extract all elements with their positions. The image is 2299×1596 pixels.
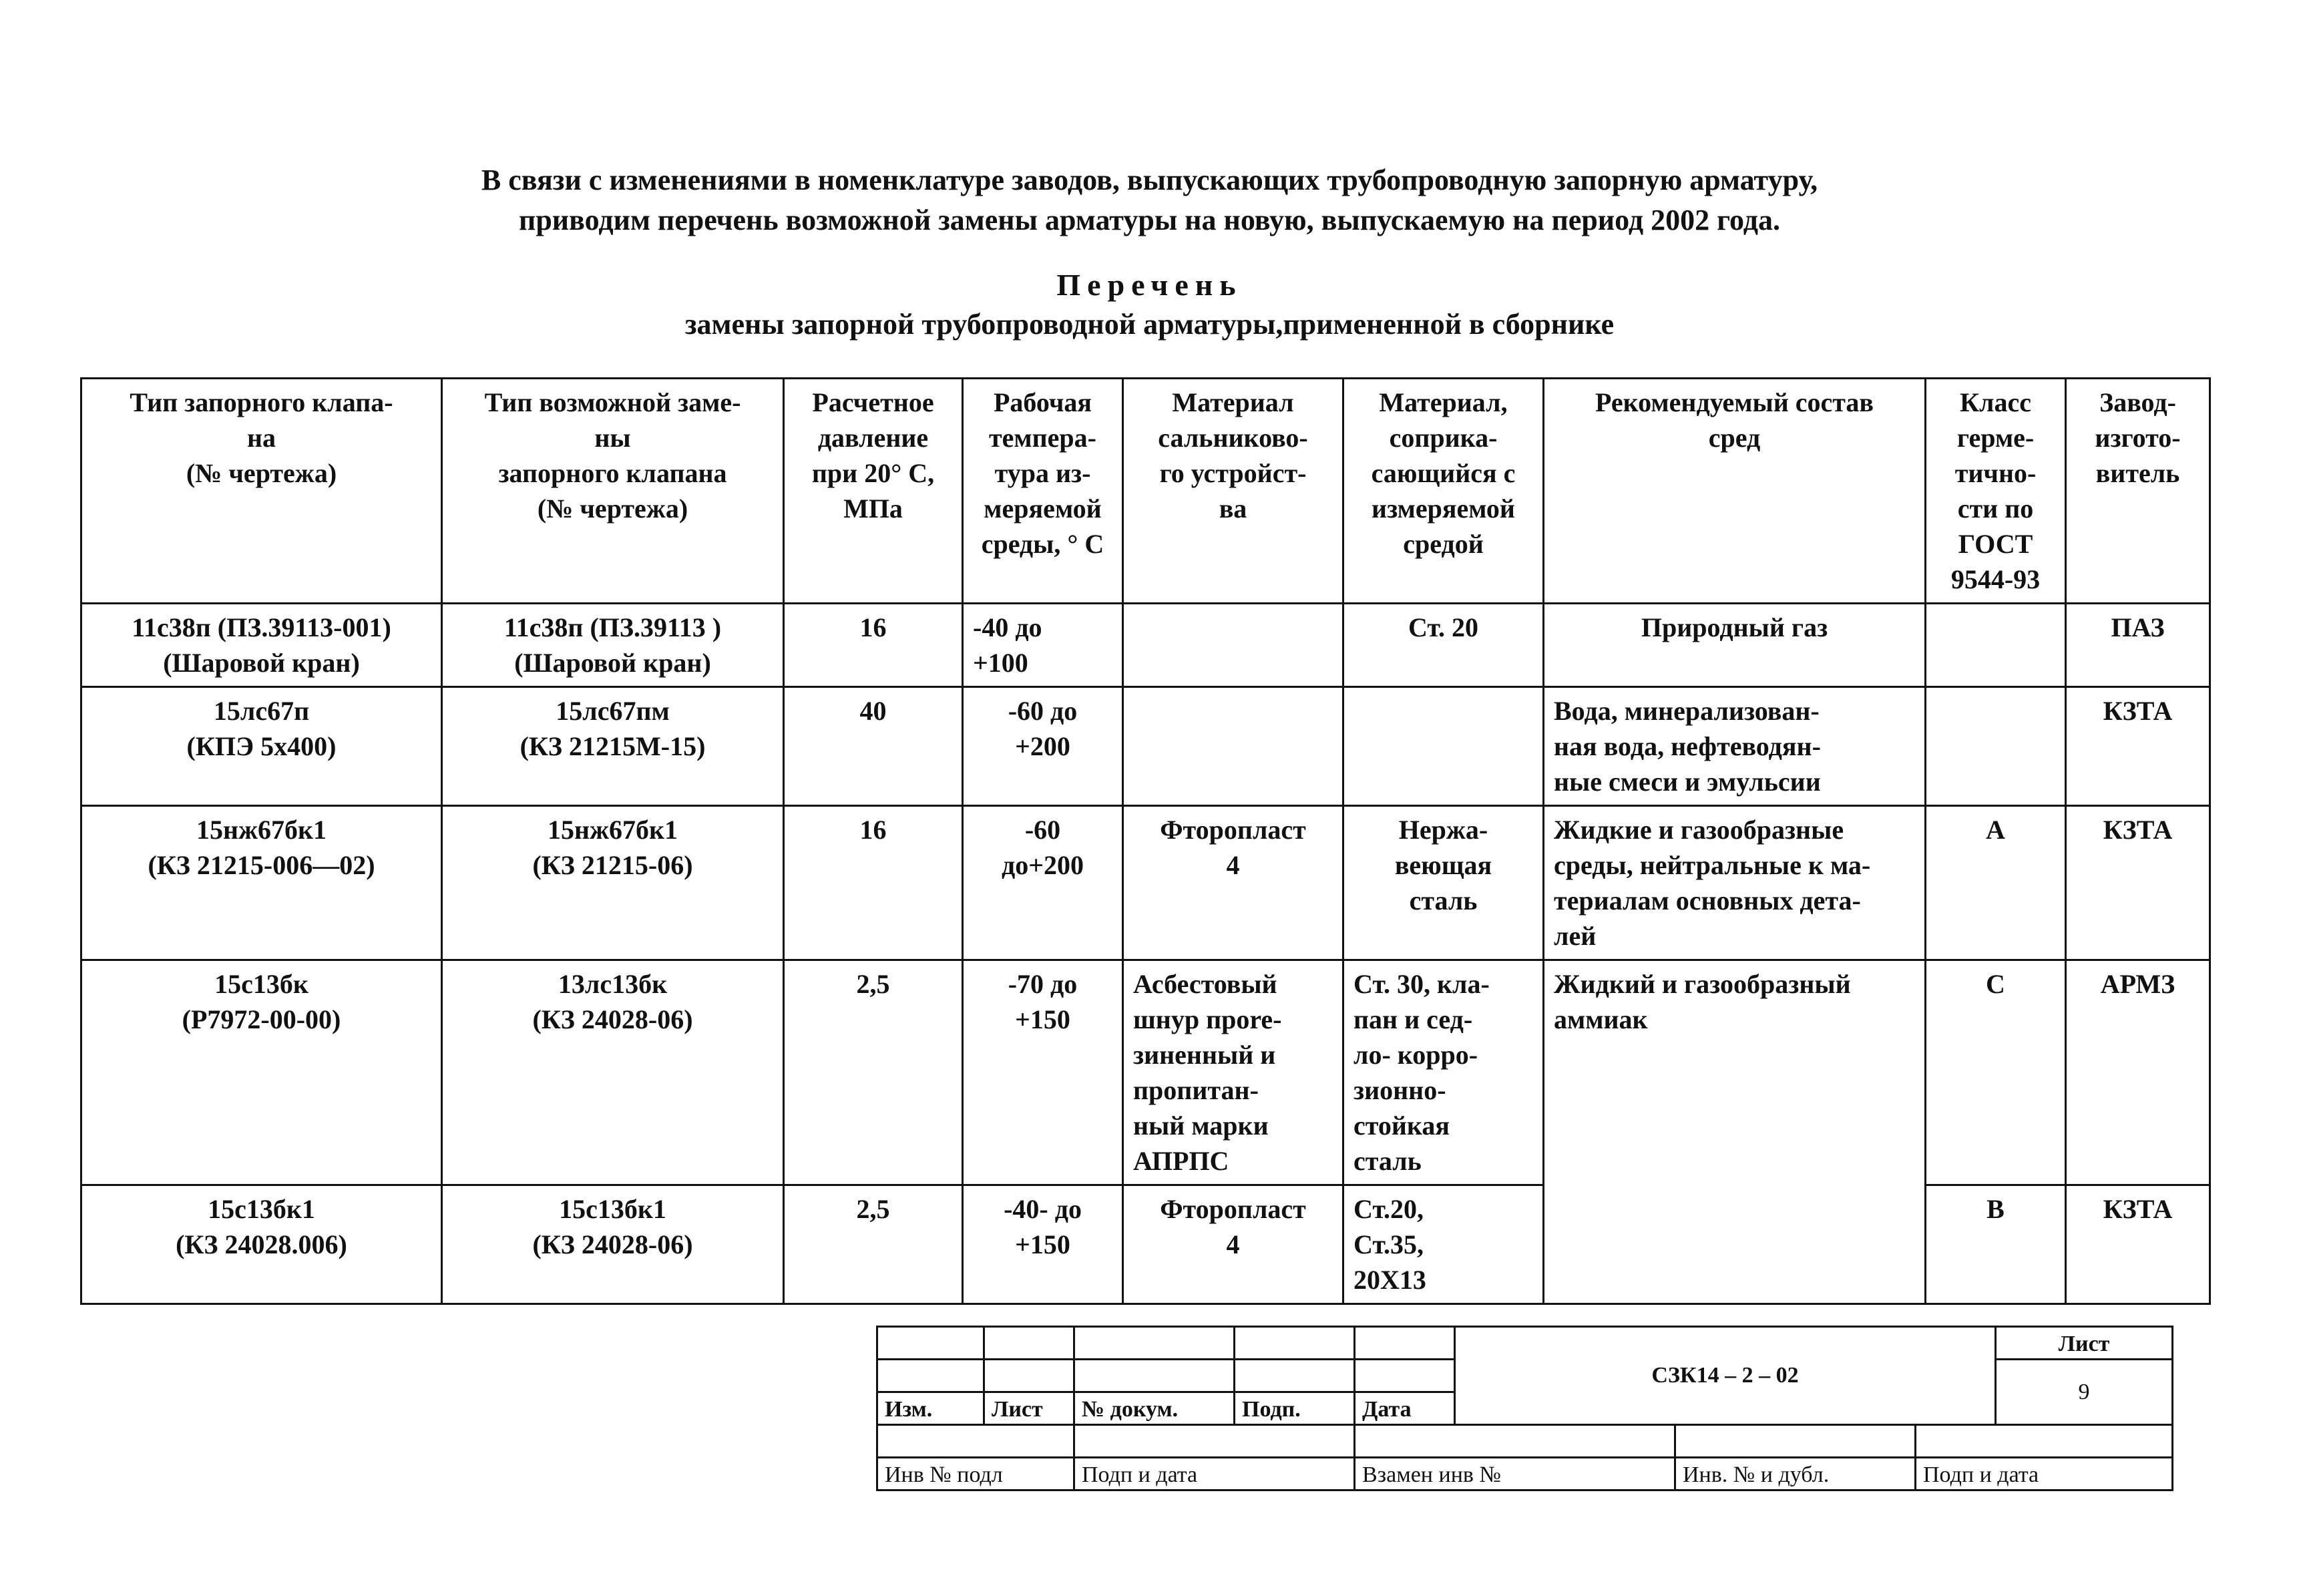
document-subtitle: замены запорной трубопроводной арматуры,примененной в сборнике: [684, 308, 1615, 341]
contact-material: Ст.20, Ст.35, 20Х13: [1343, 1185, 1544, 1304]
header-cell: Материал сальниково- го устройст- ва: [1123, 379, 1343, 604]
manufacturer: КЗТА: [2066, 806, 2210, 960]
pressure: 16: [784, 604, 963, 687]
temperature: -40- до +150: [963, 1185, 1123, 1304]
title-block: [876, 1326, 2173, 1491]
tightness-class: А: [1926, 806, 2066, 960]
replacement-table: [80, 377, 2211, 1305]
podp-data-2-label: Подп и дата: [1916, 1458, 2173, 1490]
document-title: Перечень: [1056, 268, 1243, 302]
tightness-class: [1926, 604, 2066, 687]
tightness-class: [1926, 687, 2066, 806]
table-row: [81, 604, 2210, 687]
header-cell: Материал, соприка- сающийся с измеряемой средой: [1343, 379, 1544, 604]
table-row: [81, 806, 2210, 960]
pressure: 16: [784, 806, 963, 960]
temperature: -60 до+200: [963, 806, 1123, 960]
document-code: СЗК14 – 2 – 02: [1455, 1327, 1996, 1425]
pressure: 2,5: [784, 960, 963, 1185]
data-label: Дата: [1355, 1392, 1455, 1425]
podp-label: Подп.: [1235, 1392, 1355, 1425]
vzamen-label: Взамен инв №: [1355, 1458, 1675, 1490]
sheet-label: Лист: [1996, 1327, 2173, 1360]
sheet-number: 9: [1996, 1360, 2173, 1425]
temperature: -40 до +100: [963, 604, 1123, 687]
seal-material: Фторопласт 4: [1123, 806, 1343, 960]
table-row: [81, 960, 2210, 1185]
tightness-class: В: [1926, 1185, 2066, 1304]
media: Жидкие и газообразные среды, нейтральные к ма- териалам основных дета- лей: [1544, 806, 1926, 960]
list-label: Лист: [984, 1392, 1074, 1425]
intro-line-1: В связи с изменениями в номенклатуре заводов, выпускающих трубопроводную запорную арматуру,: [481, 164, 1818, 196]
izm-label: Изм.: [877, 1392, 984, 1425]
pressure: 40: [784, 687, 963, 806]
header-cell: Тип запорного клапа- на (№ чертежа): [81, 379, 442, 604]
contact-material: Нержа- веющая сталь: [1343, 806, 1544, 960]
media: Вода, минерализован- ная вода, нефтеводян- ные смеси и эмульсии: [1544, 687, 1926, 806]
inv-dubl-label: Инв. № и дубл.: [1675, 1458, 1916, 1490]
table-row: [81, 687, 2210, 806]
temperature: -60 до +200: [963, 687, 1123, 806]
manufacturer: КЗТА: [2066, 687, 2210, 806]
contact-material: [1343, 687, 1544, 806]
seal-material: [1123, 604, 1343, 687]
seal-material: [1123, 687, 1343, 806]
intro-text: [0, 160, 2299, 240]
header-cell: Класс герме- тично- сти по ГОСТ 9544-93: [1926, 379, 2066, 604]
replacement-type: 15лс67пм (КЗ 21215М-15): [442, 687, 784, 806]
valve-type: 11с38п (ПЗ.39113-001) (Шаровой кран): [81, 604, 442, 687]
replacement-type: 13лс13бк (КЗ 24028-06): [442, 960, 784, 1185]
header-cell: Рекомендуемый состав сред: [1544, 379, 1926, 604]
tightness-class: С: [1926, 960, 2066, 1185]
podp-data-label: Подп и дата: [1074, 1458, 1355, 1490]
temperature: -70 до +150: [963, 960, 1123, 1185]
table-header-row: [81, 379, 2210, 604]
media: Природный газ: [1544, 604, 1926, 687]
media: Жидкий и газообразный аммиак: [1544, 960, 1926, 1304]
manufacturer: ПАЗ: [2066, 604, 2210, 687]
seal-material: Асбестовый шнур прore- зиненный и пропитан- ный марки АПРПС: [1123, 960, 1343, 1185]
header-cell: Рабочая темпера- тура из- меряемой среды, ° С: [963, 379, 1123, 604]
pressure: 2,5: [784, 1185, 963, 1304]
valve-type: 15лс67п (КПЭ 5х400): [81, 687, 442, 806]
header-cell: Тип возможной заме- ны запорного клапана (№ чертежа): [442, 379, 784, 604]
valve-type: 15с13бк (Р7972-00-00): [81, 960, 442, 1185]
inv-podl-label: Инв № подл: [877, 1458, 1074, 1490]
valve-type: 15с13бк1 (КЗ 24028.006): [81, 1185, 442, 1304]
dokum-label: № докум.: [1074, 1392, 1235, 1425]
replacement-type: 11с38п (ПЗ.39113 ) (Шаровой кран): [442, 604, 784, 687]
header-cell: Расчетное давление при 20° С, МПа: [784, 379, 963, 604]
manufacturer: АРМЗ: [2066, 960, 2210, 1185]
manufacturer: КЗТА: [2066, 1185, 2210, 1304]
header-cell: Завод- изгото- витель: [2066, 379, 2210, 604]
valve-type: 15нж67бк1 (КЗ 21215-006—02): [81, 806, 442, 960]
contact-material: Ст. 20: [1343, 604, 1544, 687]
seal-material: Фторопласт 4: [1123, 1185, 1343, 1304]
contact-material: Ст. 30, кла- пан и сед- ло- корро- зионно- стойкая сталь: [1343, 960, 1544, 1185]
intro-line-2: приводим перечень возможной замены арматуры на новую, выпускаемую на период 2002 года.: [518, 204, 1781, 236]
replacement-type: 15с13бк1 (КЗ 24028-06): [442, 1185, 784, 1304]
replacement-type: 15нж67бк1 (КЗ 21215-06): [442, 806, 784, 960]
